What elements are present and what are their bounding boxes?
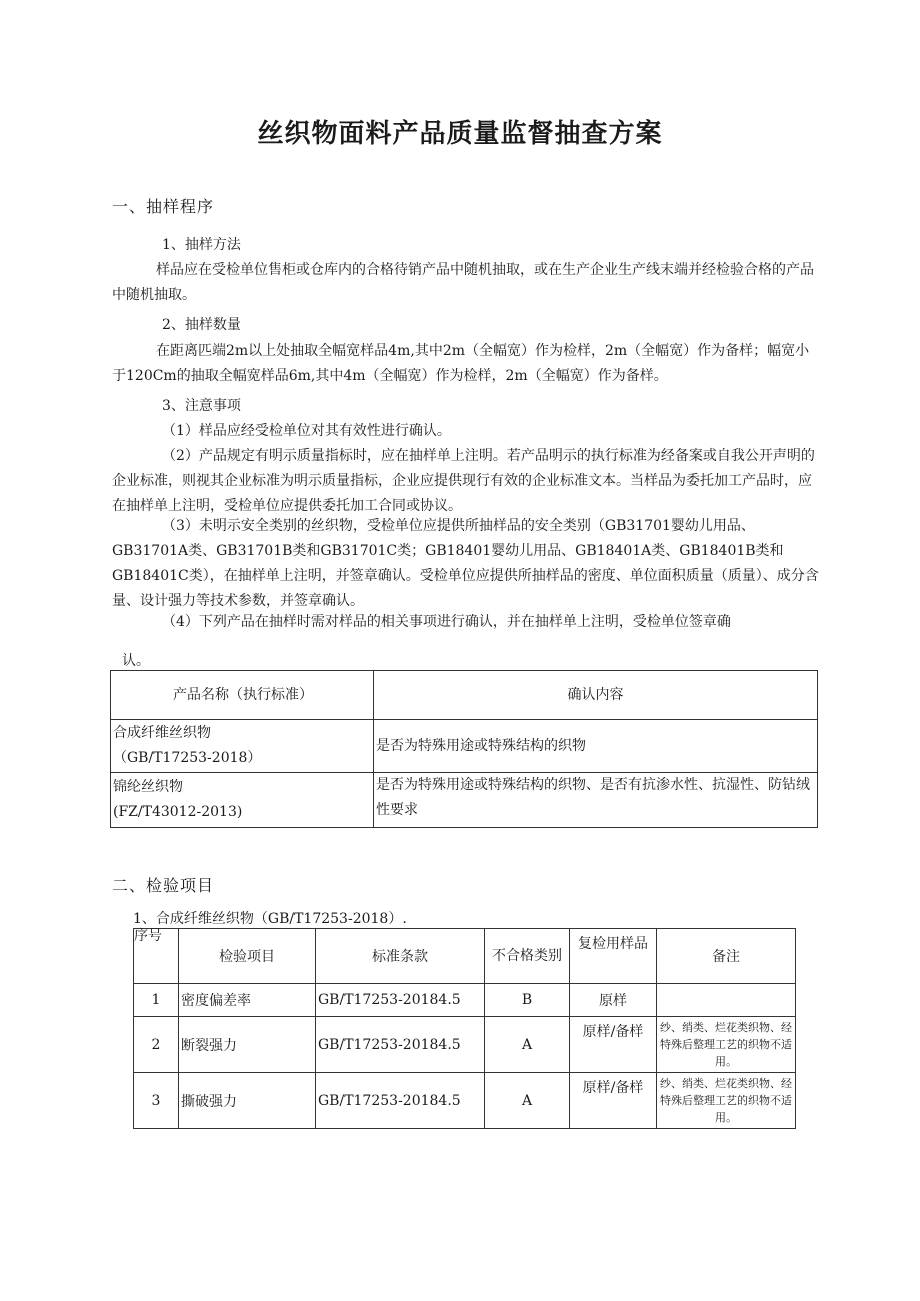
row-retest-sample: 原样/备样 xyxy=(570,1017,657,1073)
header-no: 序号 xyxy=(134,929,179,984)
row-no: 2 xyxy=(134,1017,179,1073)
table-row xyxy=(111,773,818,828)
row-item: 断裂强力 xyxy=(179,1017,316,1073)
row-clause: GB/T17253-20184.5 xyxy=(316,1073,485,1129)
paragraph-sampling-method: 样品应在受检单位售柜或仓库内的合格待销产品中随机抽取，或在生产企业生产线末端并经检验合格的产品中随机抽取。 xyxy=(112,262,814,303)
section-1-heading: 一、抽样程序 xyxy=(112,197,215,216)
section-2-heading: 二、检验项目 xyxy=(112,876,215,895)
product-name: 合成纤维丝织物 xyxy=(113,725,211,741)
subheading-synthetic-fabric: 1、合成纤维丝织物（GB/T17253-2018）. xyxy=(133,911,407,927)
table-header-row xyxy=(134,929,796,984)
row-no: 1 xyxy=(134,984,179,1017)
header-confirm-content: 确认内容 xyxy=(374,671,818,720)
row-no: 3 xyxy=(134,1073,179,1129)
table-row xyxy=(134,984,796,1017)
subheading-sampling-quantity: 2、抽样数量 xyxy=(162,317,241,333)
row-retest-sample: 原样 xyxy=(570,984,657,1017)
product-cell xyxy=(111,773,374,828)
subheading-notes: 3、注意事项 xyxy=(162,398,241,414)
note-4: （4）下列产品在抽样时需对样品的相关事项进行确认，并在抽样单上注明，受检单位签章确 xyxy=(162,614,731,630)
row-clause: GB/T17253-20184.5 xyxy=(316,1017,485,1073)
header-remarks: 备注 xyxy=(657,929,796,984)
table-header-row xyxy=(111,671,818,720)
note-2: （2）产品规定有明示质量指标时，应在抽样单上注明。若产品明示的执行标准为经备案或自我公开声明的企业标准，则视其企业标准为明示质量指标，企业应提供现行有效的企业标准文本。当样品为委托加工产品时，应在抽样单上注明，受检单位应提供委托加工合同或协议。 xyxy=(112,448,815,514)
row-defect-class: A xyxy=(485,1017,570,1073)
header-retest-sample: 复检用样品 xyxy=(570,929,657,984)
table-row xyxy=(134,1017,796,1073)
row-clause: GB/T17253-20184.5 xyxy=(316,984,485,1017)
table-row xyxy=(134,1073,796,1129)
row-remarks: 纱、绡类、烂花类织物、经特殊后整理工艺的织物不适用。 xyxy=(657,1073,796,1129)
product-standard: (FZ/T43012-2013) xyxy=(113,804,243,820)
row-retest-sample: 原样/备样 xyxy=(570,1073,657,1129)
note-1: （1）样品应经受检单位对其有效性进行确认。 xyxy=(162,423,451,439)
product-standard: （GB/T17253-2018） xyxy=(113,750,262,766)
header-defect-class: 不合格类别 xyxy=(485,929,570,984)
row-defect-class: A xyxy=(485,1073,570,1129)
confirm-content-cell: 是否为特殊用途或特殊结构的织物 xyxy=(374,720,818,773)
row-defect-class: B xyxy=(485,984,570,1017)
row-item: 密度偏差率 xyxy=(179,984,316,1017)
header-clause: 标准条款 xyxy=(316,929,485,984)
subheading-sampling-method: 1、抽样方法 xyxy=(162,237,241,253)
product-cell xyxy=(111,720,374,773)
inspection-items-table xyxy=(133,928,796,1129)
product-name: 锦纶丝织物 xyxy=(113,779,183,795)
note-3: （3）未明示安全类别的丝织物，受检单位应提供所抽样品的安全类别（GB31701婴幼儿用品、GB31701A类、GB31701B类和GB31701C类；GB18401婴幼儿用品、GB18401A类、GB18401B类和GB18401C类），在抽样单上注明，并签章确认。受检单位应提供所抽样品的密度、单位面积质量（质量）、成分含量、设计强力等技术参数，并签章确认。 xyxy=(112,518,819,609)
note-4-tail: 认。 xyxy=(122,653,150,669)
paragraph-sampling-quantity: 在距离匹端2m以上处抽取全幅宽样品4m,其中2m（全幅宽）作为检样，2m（全幅宽）作为备样；幅宽小于120Cm的抽取全幅宽样品6m,其中4m（全幅宽）作为检样，2m（全幅宽）作为备样。 xyxy=(112,343,810,384)
row-item: 撕破强力 xyxy=(179,1073,316,1129)
confirm-content-cell: 是否为特殊用途或特殊结构的织物、是否有抗渗水性、抗湿性、防钻绒性要求 xyxy=(374,773,818,828)
row-remarks: 纱、绡类、烂花类织物、经特殊后整理工艺的织物不适用。 xyxy=(657,1017,796,1073)
confirmation-table xyxy=(110,670,818,828)
document-title: 丝织物面料产品质量监督抽查方案 xyxy=(257,119,663,149)
table-row xyxy=(111,720,818,773)
row-remarks xyxy=(657,984,796,1017)
header-item: 检验项目 xyxy=(179,929,316,984)
header-product-name: 产品名称（执行标准） xyxy=(111,671,374,720)
